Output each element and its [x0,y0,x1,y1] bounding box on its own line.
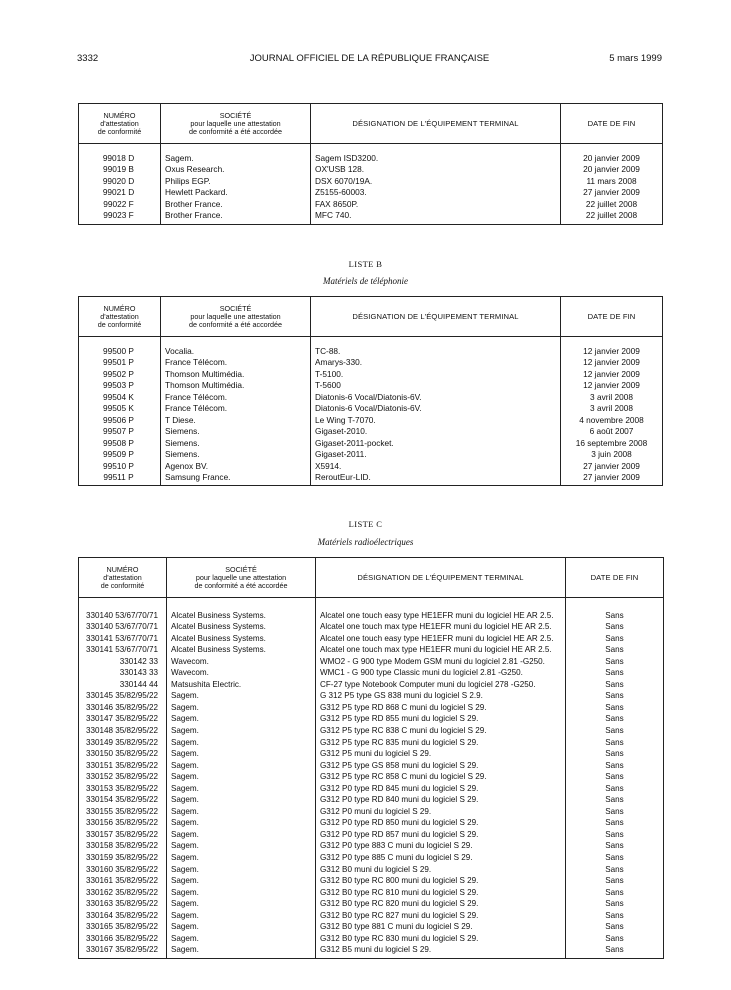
table-row [79,840,664,852]
company-name: T Diese. [161,415,311,426]
equipment-designation: G312 B0 type RC 810 muni du logiciel S 29. [316,887,566,899]
company-name: Alcatel Business Systems. [167,633,316,645]
company-name: Hewlett Packard. [161,187,311,198]
table-row [79,403,663,414]
equipment-designation: X5914. [311,461,561,472]
equipment-designation: G312 P0 type RD 850 muni du logiciel S 29. [316,817,566,829]
table-row [79,176,663,187]
col-header-date-fin: DATE DE FIN [561,104,663,144]
table-row [79,783,664,795]
table-row [79,864,664,876]
company-name: Sagem. [167,794,316,806]
attestation-number: 330140 53/67/70/71 [79,610,167,622]
end-date: Sans [566,794,664,806]
table-row [79,346,663,357]
end-date: Sans [566,921,664,933]
list-c-table [78,557,664,959]
end-date: Sans [566,737,664,749]
attestation-number: 99505 K [79,403,161,414]
equipment-designation: G312 P5 type RD 855 muni du logiciel S 29. [316,713,566,725]
attestation-number: 330165 35/82/95/22 [79,921,167,933]
equipment-designation: DSX 6070/19A. [311,176,561,187]
attestation-number: 99020 D [79,176,161,187]
end-date: Sans [566,944,664,958]
attestation-number: 99500 P [79,346,161,357]
table-row [79,438,663,449]
end-date: Sans [566,667,664,679]
end-date: Sans [566,864,664,876]
equipment-designation: Gigaset-2011-pocket. [311,438,561,449]
table-spacer [79,144,663,154]
table-row [79,656,664,668]
attestation-number: 330140 53/67/70/71 [79,621,167,633]
end-date: Sans [566,760,664,772]
end-date: Sans [566,829,664,841]
company-name: Vocalia. [161,346,311,357]
end-date: Sans [566,840,664,852]
attestation-number: 99502 P [79,369,161,380]
equipment-designation: G312 B0 type RC 827 muni du logiciel S 29. [316,910,566,922]
attestation-number: 330166 35/82/95/22 [79,933,167,945]
equipment-designation: Gigaset-2011. [311,449,561,460]
company-name: Thomson Multimédia. [161,380,311,391]
company-name: Alcatel Business Systems. [167,621,316,633]
company-name: Sagem. [161,153,311,164]
company-name: Sagem. [167,864,316,876]
table-row [79,817,664,829]
issue-date: 5 mars 1999 [609,53,662,64]
col-header-date-fin: DATE DE FIN [561,297,663,337]
equipment-designation: WMO2 - G 900 type Modem GSM muni du logiciel 2.81 -G250. [316,656,566,668]
company-name: France Télécom. [161,403,311,414]
equipment-designation: G312 B0 type RC 800 muni du logiciel S 29. [316,875,566,887]
equipment-designation: OX'USB 128. [311,164,561,175]
attestation-number: 99022 F [79,199,161,210]
end-date: Sans [566,933,664,945]
table-row [79,621,664,633]
table-row [79,898,664,910]
table-row [79,667,664,679]
company-name: Sagem. [167,806,316,818]
attestation-number: 99507 P [79,426,161,437]
equipment-designation: ReroutEur-LID. [311,472,561,486]
end-date: 27 janvier 2009 [561,461,663,472]
company-name: Brother France. [161,210,311,224]
table-row [79,369,663,380]
end-date: Sans [566,748,664,760]
equipment-designation: G312 P5 type RC 858 C muni du logiciel S 29. [316,771,566,783]
table-row [79,426,663,437]
table-row [79,887,664,899]
end-date: 22 juillet 2008 [561,199,663,210]
equipment-designation: Amarys-330. [311,357,561,368]
list-a-table [78,103,663,225]
equipment-designation: CF-27 type Notebook Computer muni du logiciel 278 -G250. [316,679,566,691]
table-row [79,737,664,749]
company-name: Sagem. [167,713,316,725]
table-row [79,875,664,887]
company-name: Sagem. [167,702,316,714]
equipment-designation: Diatonis-6 Vocal/Diatonis-6V. [311,403,561,414]
equipment-designation: T-5600 [311,380,561,391]
equipment-designation: G312 P0 type RD 845 muni du logiciel S 29. [316,783,566,795]
end-date: Sans [566,690,664,702]
end-date: 20 janvier 2009 [561,164,663,175]
company-name: Sagem. [167,921,316,933]
attestation-number: 330144 44 [79,679,167,691]
attestation-number: 330160 35/82/95/22 [79,864,167,876]
col-header-date-fin: DATE DE FIN [566,558,664,598]
table-row [79,610,664,622]
col-header-societe: SOCIÉTÉ pour laquelle une attestation de conformité a été accordée [161,297,311,337]
attestation-number: 99508 P [79,438,161,449]
company-name: Oxus Research. [161,164,311,175]
equipment-designation: Gigaset-2010. [311,426,561,437]
attestation-number: 330141 53/67/70/71 [79,644,167,656]
equipment-designation: G312 B5 muni du logiciel S 29. [316,944,566,958]
end-date: Sans [566,713,664,725]
equipment-designation: Diatonis-6 Vocal/Diatonis-6V. [311,392,561,403]
table-row [79,806,664,818]
table-row [79,702,664,714]
equipment-designation: T-5100. [311,369,561,380]
equipment-designation: WMC1 - G 900 type Classic muni du logiciel 2.81 -G250. [316,667,566,679]
end-date: Sans [566,910,664,922]
attestation-number: 99018 D [79,153,161,164]
company-name: Sagem. [167,852,316,864]
company-name: Siemens. [161,438,311,449]
company-name: France Télécom. [161,392,311,403]
table-row [79,921,664,933]
end-date: 12 janvier 2009 [561,369,663,380]
attestation-number: 330149 35/82/95/22 [79,737,167,749]
list-c-title: LISTE C [348,519,383,529]
equipment-designation: Alcatel one touch easy type HE1EFR muni du logiciel HE AR 2.5. [316,633,566,645]
company-name: Siemens. [161,449,311,460]
end-date: Sans [566,771,664,783]
col-header-societe: SOCIÉTÉ pour laquelle une attestation de conformité a été accordée [167,558,316,598]
end-date: 4 novembre 2008 [561,415,663,426]
col-header-designation: DÉSIGNATION DE L'ÉQUIPEMENT TERMINAL [311,104,561,144]
company-name: Sagem. [167,829,316,841]
table-spacer [79,337,663,347]
equipment-designation: FAX 8650P. [311,199,561,210]
company-name: Sagem. [167,875,316,887]
company-name: Sagem. [167,748,316,760]
attestation-number: 330151 35/82/95/22 [79,760,167,772]
end-date: Sans [566,806,664,818]
journal-title: JOURNAL OFFICIEL DE LA RÉPUBLIQUE FRANÇAISE [249,53,490,64]
equipment-designation: G312 B0 type 881 C muni du logiciel S 29. [316,921,566,933]
equipment-designation: MFC 740. [311,210,561,224]
equipment-designation: Alcatel one touch easy type HE1EFR muni du logiciel HE AR 2.5. [316,610,566,622]
end-date: Sans [566,817,664,829]
company-name: Sagem. [167,783,316,795]
company-name: Agenox BV. [161,461,311,472]
table-row [79,679,664,691]
equipment-designation: G312 P5 type RD 868 C muni du logiciel S 29. [316,702,566,714]
col-header-numero: NUMÉRO d'attestation de conformité [79,104,161,144]
attestation-number: 330153 35/82/95/22 [79,783,167,795]
end-date: Sans [566,633,664,645]
attestation-number: 99510 P [79,461,161,472]
table-row [79,910,664,922]
company-name: Sagem. [167,737,316,749]
table-row [79,748,664,760]
col-header-numero: NUMÉRO d'attestation de conformité [79,558,167,598]
attestation-number: 330141 53/67/70/71 [79,633,167,645]
equipment-designation: G312 P5 muni du logiciel S 29. [316,748,566,760]
end-date: Sans [566,852,664,864]
list-c-subtitle: Matériels radioélectriques [317,537,414,547]
company-name: Sagem. [167,887,316,899]
table-row [79,944,664,958]
list-b-subtitle: Matériels de téléphonie [323,276,408,286]
table-row [79,633,664,645]
table-row [79,829,664,841]
equipment-designation: Alcatel one touch max type HE1EFR muni du logiciel HE AR 2.5. [316,621,566,633]
attestation-number: 99511 P [79,472,161,486]
end-date: 3 avril 2008 [561,403,663,414]
table-row [79,472,663,486]
table-row [79,933,664,945]
company-name: Sagem. [167,944,316,958]
table-row [79,852,664,864]
company-name: Sagem. [167,771,316,783]
attestation-number: 330152 35/82/95/22 [79,771,167,783]
end-date: 12 janvier 2009 [561,380,663,391]
equipment-designation: Alcatel one touch max type HE1EFR muni du logiciel HE AR 2.5. [316,644,566,656]
company-name: Sagem. [167,690,316,702]
end-date: Sans [566,644,664,656]
table-row [79,771,664,783]
end-date: 6 août 2007 [561,426,663,437]
equipment-designation: Sagem ISD3200. [311,153,561,164]
company-name: Alcatel Business Systems. [167,610,316,622]
end-date: Sans [566,702,664,714]
company-name: Siemens. [161,426,311,437]
equipment-designation: TC-88. [311,346,561,357]
attestation-number: 330157 35/82/95/22 [79,829,167,841]
table-row [79,415,663,426]
company-name: Sagem. [167,817,316,829]
company-name: Sagem. [167,898,316,910]
end-date: Sans [566,610,664,622]
col-header-designation: DÉSIGNATION DE L'ÉQUIPEMENT TERMINAL [316,558,566,598]
company-name: Alcatel Business Systems. [167,644,316,656]
attestation-number: 330159 35/82/95/22 [79,852,167,864]
end-date: Sans [566,679,664,691]
attestation-number: 330162 35/82/95/22 [79,887,167,899]
attestation-number: 99019 B [79,164,161,175]
table-row [79,449,663,460]
attestation-number: 330143 33 [79,667,167,679]
company-name: Thomson Multimédia. [161,369,311,380]
attestation-number: 330161 35/82/95/22 [79,875,167,887]
end-date: Sans [566,725,664,737]
table-row [79,644,664,656]
attestation-number: 330146 35/82/95/22 [79,702,167,714]
attestation-number: 99023 F [79,210,161,224]
company-name: Philips EGP. [161,176,311,187]
end-date: Sans [566,621,664,633]
table-row [79,210,663,224]
attestation-number: 330164 35/82/95/22 [79,910,167,922]
end-date: 3 juin 2008 [561,449,663,460]
attestation-number: 99501 P [79,357,161,368]
attestation-number: 330167 35/82/95/22 [79,944,167,958]
col-header-numero: NUMÉRO d'attestation de conformité [79,297,161,337]
table-row [79,380,663,391]
table-row [79,357,663,368]
equipment-designation: G312 P0 muni du logiciel S 29. [316,806,566,818]
equipment-designation: G312 P0 type 883 C muni du logiciel S 29. [316,840,566,852]
company-name: Sagem. [167,725,316,737]
equipment-designation: Z5155-60003. [311,187,561,198]
attestation-number: 330148 35/82/95/22 [79,725,167,737]
attestation-number: 330163 35/82/95/22 [79,898,167,910]
equipment-designation: G 312 P5 type GS 838 muni du logiciel S 2.9. [316,690,566,702]
end-date: Sans [566,898,664,910]
table-row [79,461,663,472]
table-row [79,794,664,806]
company-name: Brother France. [161,199,311,210]
attestation-number: 99504 K [79,392,161,403]
table-row [79,164,663,175]
col-header-designation: DÉSIGNATION DE L'ÉQUIPEMENT TERMINAL [311,297,561,337]
table-row [79,690,664,702]
company-name: Wavecom. [167,656,316,668]
end-date: 22 juillet 2008 [561,210,663,224]
end-date: 27 janvier 2009 [561,187,663,198]
end-date: 12 janvier 2009 [561,357,663,368]
attestation-number: 330142 33 [79,656,167,668]
equipment-designation: G312 B0 muni du logiciel S 29. [316,864,566,876]
page-header [77,53,662,67]
end-date: 27 janvier 2009 [561,472,663,486]
end-date: Sans [566,875,664,887]
attestation-number: 99503 P [79,380,161,391]
page-number: 3332 [77,53,99,64]
table-row [79,713,664,725]
company-name: Matsushita Electric. [167,679,316,691]
equipment-designation: G312 P0 type 885 C muni du logiciel S 29. [316,852,566,864]
table-row [79,153,663,164]
attestation-number: 330150 35/82/95/22 [79,748,167,760]
end-date: 12 janvier 2009 [561,346,663,357]
company-name: Sagem. [167,760,316,772]
table-row [79,725,664,737]
end-date: 11 mars 2008 [561,176,663,187]
col-header-societe: SOCIÉTÉ pour laquelle une attestation de conformité a été accordée [161,104,311,144]
attestation-number: 330158 35/82/95/22 [79,840,167,852]
equipment-designation: G312 B0 type RC 830 muni du logiciel S 29. [316,933,566,945]
attestation-number: 330156 35/82/95/22 [79,817,167,829]
end-date: 16 septembre 2008 [561,438,663,449]
equipment-designation: G312 P0 type RD 840 muni du logiciel S 29. [316,794,566,806]
attestation-number: 99509 P [79,449,161,460]
end-date: 3 avril 2008 [561,392,663,403]
company-name: Samsung France. [161,472,311,486]
end-date: 20 janvier 2009 [561,153,663,164]
list-b-table [78,296,663,486]
equipment-designation: G312 B0 type RC 820 muni du logiciel S 29. [316,898,566,910]
table-row [79,760,664,772]
company-name: Sagem. [167,933,316,945]
attestation-number: 330147 35/82/95/22 [79,713,167,725]
table-row [79,199,663,210]
equipment-designation: G312 P5 type GS 858 muni du logiciel S 29. [316,760,566,772]
company-name: Wavecom. [167,667,316,679]
equipment-designation: G312 P5 type RC 835 muni du logiciel S 29. [316,737,566,749]
attestation-number: 99506 P [79,415,161,426]
equipment-designation: G312 P0 type RD 857 muni du logiciel S 29. [316,829,566,841]
attestation-number: 330145 35/82/95/22 [79,690,167,702]
table-spacer [79,598,664,610]
table-row [79,392,663,403]
attestation-number: 330154 35/82/95/22 [79,794,167,806]
table-row [79,187,663,198]
attestation-number: 330155 35/82/95/22 [79,806,167,818]
end-date: Sans [566,656,664,668]
equipment-designation: G312 P5 type RC 838 C muni du logiciel S 29. [316,725,566,737]
equipment-designation: Le Wing T-7070. [311,415,561,426]
attestation-number: 99021 D [79,187,161,198]
company-name: Sagem. [167,840,316,852]
list-b-title: LISTE B [348,259,383,269]
end-date: Sans [566,783,664,795]
company-name: France Télécom. [161,357,311,368]
company-name: Sagem. [167,910,316,922]
end-date: Sans [566,887,664,899]
